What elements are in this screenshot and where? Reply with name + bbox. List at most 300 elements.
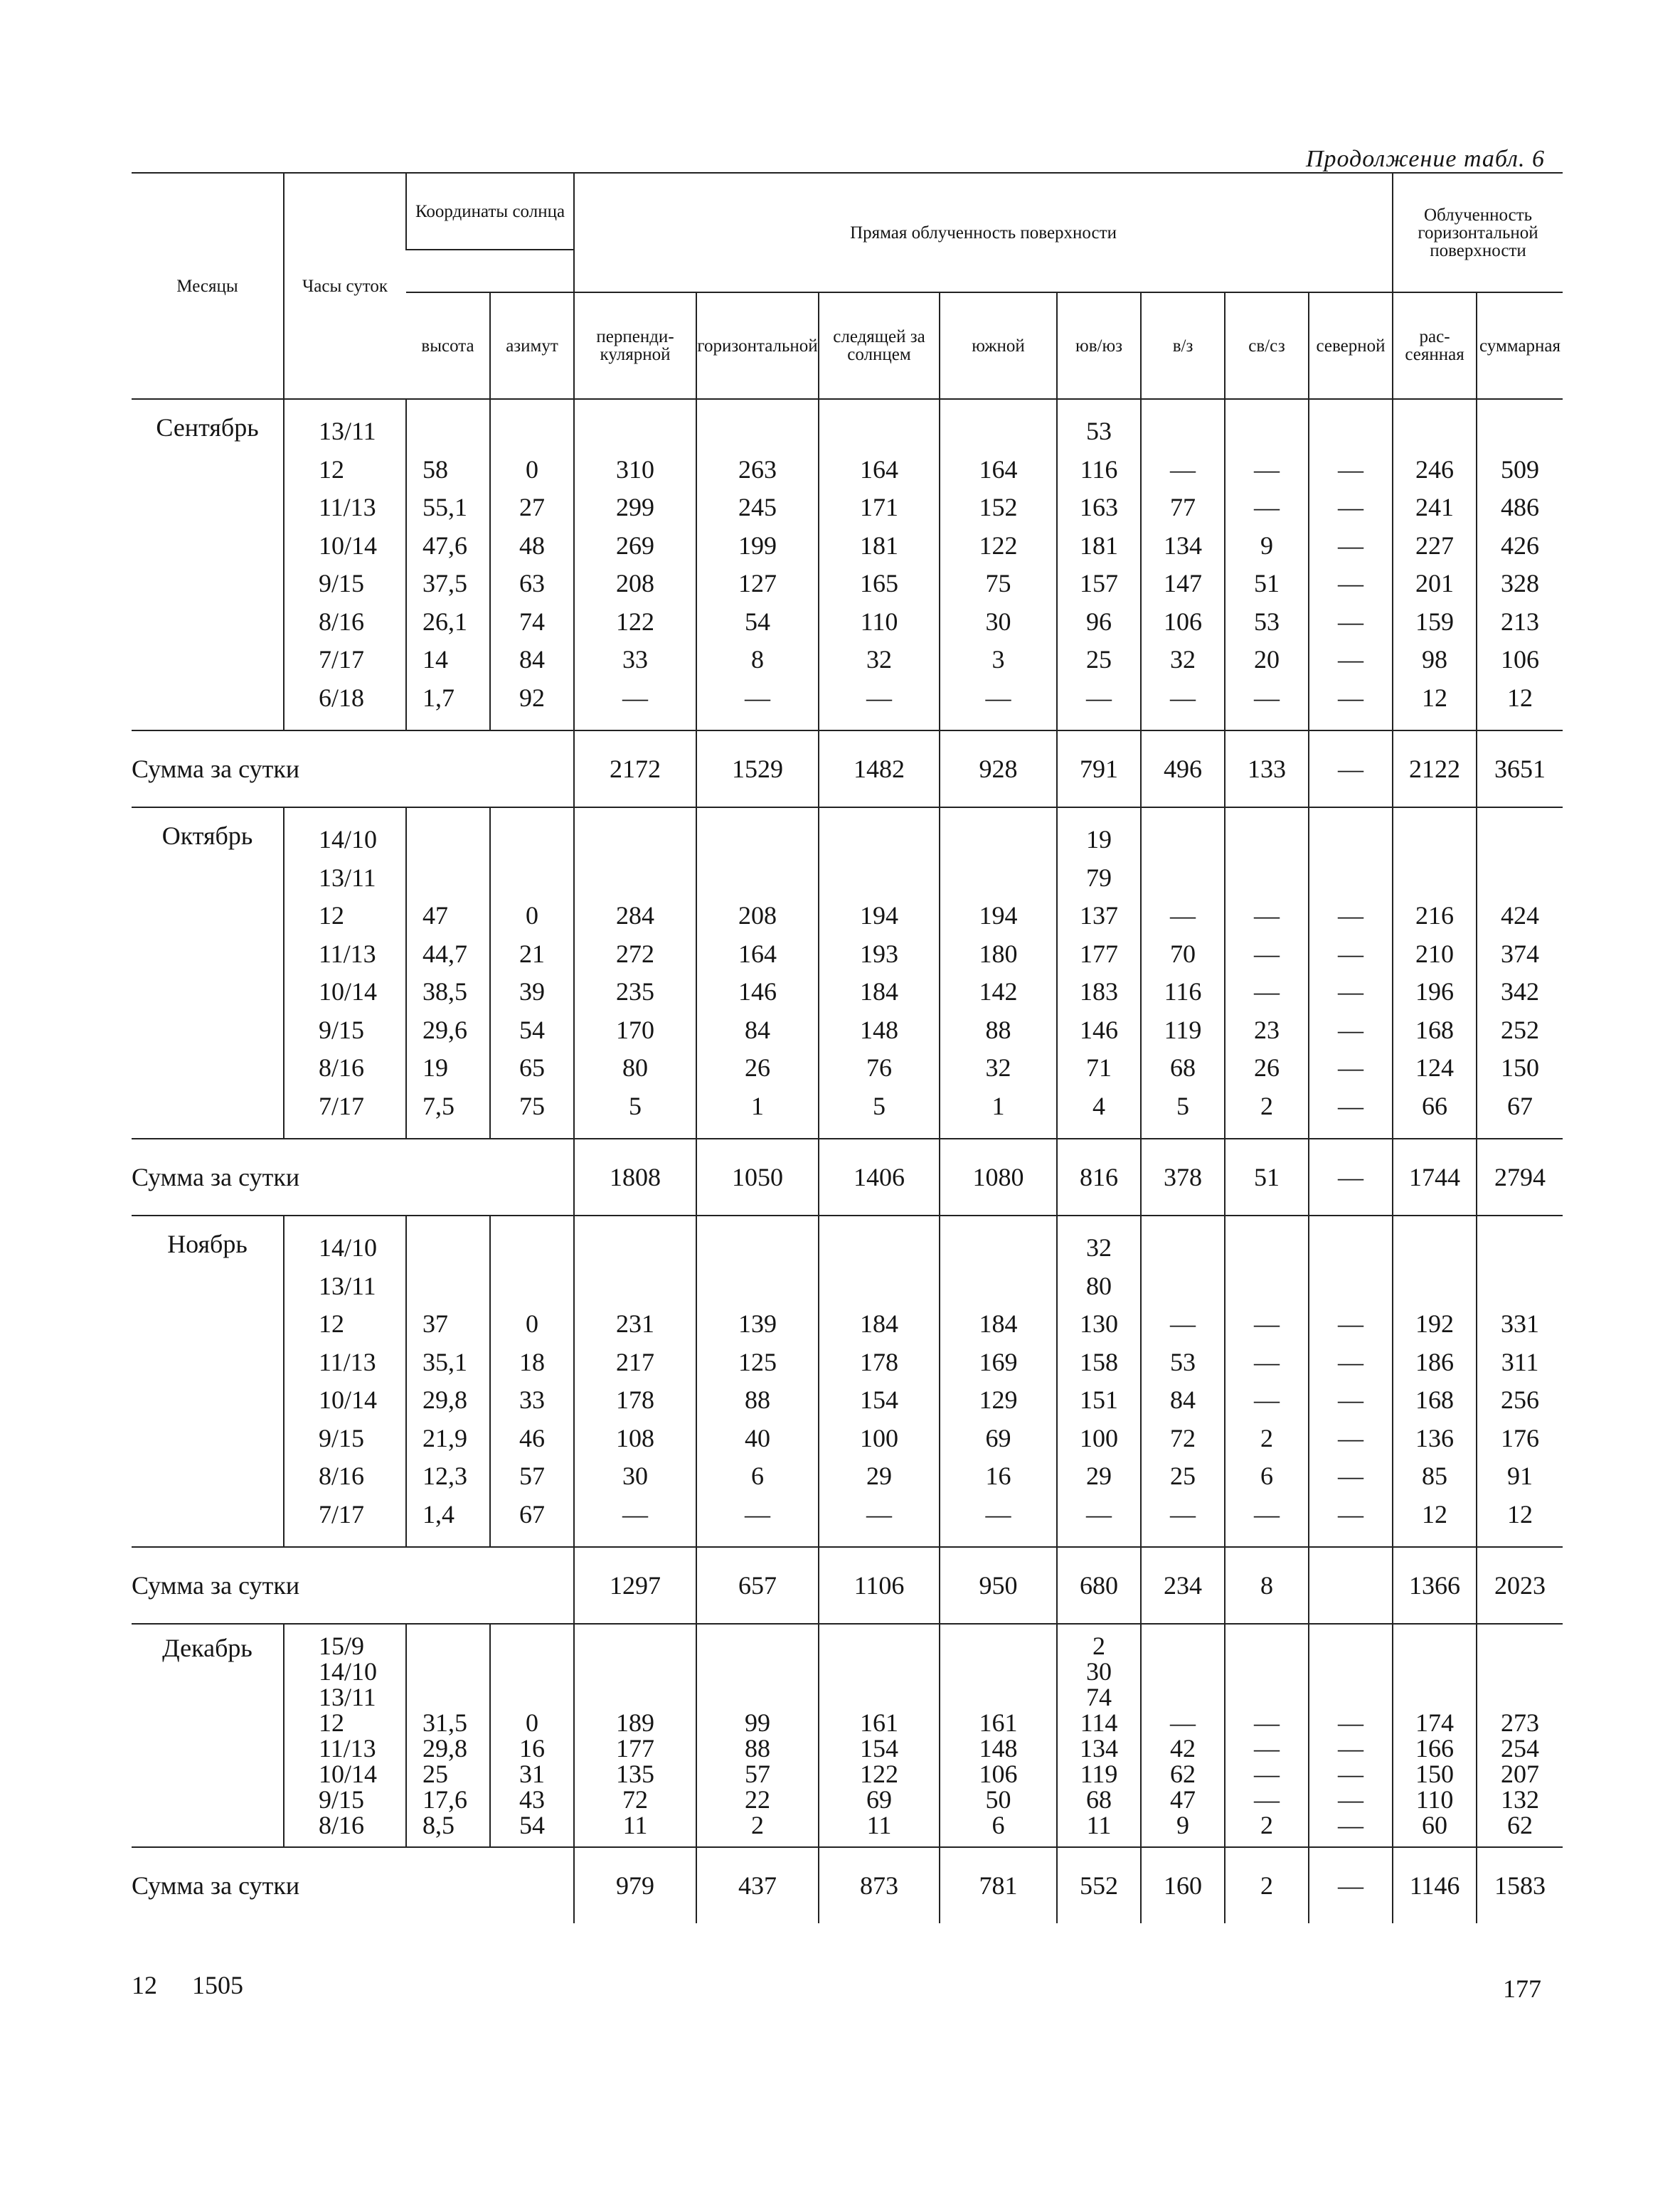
table-cell: 58: [422, 454, 448, 484]
table-cell: [1393, 1267, 1476, 1306]
perp-column: [575, 413, 696, 717]
table-cell: 106: [1164, 607, 1203, 636]
table-cell: 35,1: [422, 1347, 467, 1376]
table-cell: [491, 1267, 573, 1306]
table-cell: —: [1170, 1708, 1196, 1737]
table-cell: 0: [526, 454, 538, 484]
sum-value: 160: [1141, 1847, 1225, 1923]
footer-number-2: 1505: [192, 1971, 243, 1999]
sum-value: 791: [1057, 730, 1141, 807]
table-cell: 44,7: [422, 939, 467, 968]
table-cell: 16: [985, 1462, 1011, 1490]
table-cell: 10/14: [319, 1386, 378, 1414]
table-cell: 20: [1254, 645, 1280, 674]
sum-value: 378: [1141, 1139, 1225, 1216]
table-cell: —: [1338, 977, 1364, 1006]
table-cell: [1226, 413, 1308, 451]
sum-value: 1106: [819, 1547, 940, 1624]
table-cell: 170: [616, 1015, 655, 1044]
sum-value: 133: [1225, 730, 1309, 807]
table-cell: 168: [1415, 1386, 1455, 1414]
track-column: [819, 1229, 939, 1533]
table-cell: [491, 1659, 573, 1684]
table-cell: [1226, 1659, 1308, 1684]
table-cell: 146: [738, 977, 777, 1006]
header-north: северной: [1309, 292, 1393, 399]
table-cell: 16: [519, 1734, 545, 1763]
table-cell: 84: [745, 1015, 771, 1044]
table-cell: —: [1338, 454, 1364, 484]
table-cell: [819, 1633, 939, 1659]
table-cell: [1309, 859, 1392, 898]
table-cell: 12: [319, 454, 344, 484]
table-cell: —: [1338, 607, 1364, 636]
table-cell: 217: [616, 1347, 655, 1376]
table-cell: [1393, 1633, 1476, 1659]
sum-value: [1309, 1547, 1393, 1624]
irradiance-table: [132, 172, 1563, 1923]
diffuse-column: [1393, 1633, 1476, 1838]
hours-column: [285, 413, 405, 717]
table-cell: —: [1254, 1499, 1280, 1529]
table-cell: [697, 1267, 818, 1306]
horiz-column: [697, 1633, 818, 1838]
table-cell: 193: [860, 939, 899, 968]
table-cell: 127: [738, 569, 777, 597]
table-cell: 245: [738, 493, 777, 521]
table-cell: 40: [745, 1423, 771, 1452]
table-cell: [1142, 821, 1224, 859]
table-cell: [1309, 1684, 1392, 1710]
table-cell: —: [1338, 1347, 1364, 1376]
table-cell: 80: [622, 1053, 649, 1082]
sum-value: 1050: [696, 1139, 819, 1216]
table-cell: 25: [1170, 1462, 1196, 1490]
table-cell: —: [866, 683, 893, 712]
table-cell: [697, 413, 818, 451]
table-cell: [1309, 1267, 1392, 1306]
table-cell: 13/11: [319, 1683, 376, 1711]
sum-label: Сумма за сутки: [132, 1847, 574, 1923]
total-column: [1477, 821, 1563, 1125]
south-column: [940, 1229, 1056, 1533]
table-cell: 62: [1507, 1811, 1533, 1839]
table-cell: 54: [519, 1811, 545, 1839]
ew-column: [1142, 1229, 1224, 1533]
header-diffuse: рассеянная: [1393, 292, 1477, 399]
sum-row-november: [132, 1547, 1563, 1624]
table-cell: —: [622, 683, 649, 712]
table-cell: 199: [738, 531, 777, 560]
table-cell: 74: [1086, 1683, 1112, 1711]
table-cell: 57: [519, 1462, 545, 1490]
diffuse-column: [1393, 413, 1476, 717]
table-cell: 13/11: [319, 417, 376, 445]
sum-value: 2172: [574, 730, 696, 807]
track-column: [819, 413, 939, 717]
table-cell: 1,4: [422, 1499, 454, 1529]
perp-column: [575, 821, 696, 1125]
table-cell: 213: [1501, 607, 1540, 636]
table-cell: 30: [985, 607, 1011, 636]
header-track: следящей за солнцем: [819, 292, 940, 399]
table-cell: 79: [1086, 863, 1112, 892]
table-cell: 158: [1080, 1347, 1119, 1376]
table-cell: [575, 1684, 696, 1710]
table-cell: 29,6: [422, 1015, 467, 1044]
table-cell: 134: [1080, 1734, 1119, 1763]
sum-value: 1406: [819, 1139, 940, 1216]
sum-value: 8: [1225, 1547, 1309, 1624]
table-cell: 119: [1080, 1760, 1118, 1788]
table-cell: 14/10: [319, 1233, 378, 1262]
nenw-column: [1226, 413, 1308, 717]
table-cell: [819, 859, 939, 898]
table-cell: 184: [979, 1309, 1018, 1338]
header-azim: азимут: [490, 292, 574, 399]
table-cell: [697, 859, 818, 898]
table-cell: 124: [1415, 1053, 1455, 1082]
table-cell: —: [1254, 1309, 1280, 1338]
table-cell: 8/16: [319, 1053, 365, 1082]
table-cell: 171: [860, 493, 899, 521]
table-cell: [491, 413, 573, 451]
table-cell: 8/16: [319, 607, 365, 636]
table-cell: 12: [1507, 1499, 1533, 1529]
table-cell: 164: [738, 939, 777, 968]
table-cell: 11: [622, 1811, 648, 1839]
table-cell: 91: [1507, 1462, 1533, 1490]
table-cell: —: [1338, 1053, 1364, 1082]
table-cell: 76: [866, 1053, 893, 1082]
table-cell: [407, 1633, 489, 1659]
table-cell: 32: [985, 1053, 1011, 1082]
table-cell: 134: [1164, 531, 1203, 560]
table-cell: 53: [1254, 607, 1280, 636]
table-cell: 0: [526, 1708, 538, 1737]
table-cell: 42: [1170, 1734, 1196, 1763]
table-cell: [1393, 1229, 1476, 1267]
footer-left: [132, 1970, 272, 2000]
header-direct: Прямая облученность поверхности: [574, 173, 1393, 292]
table-cell: 125: [738, 1347, 777, 1376]
table-cell: 157: [1080, 569, 1119, 597]
table-cell: 69: [866, 1785, 893, 1814]
table-cell: 12,3: [422, 1462, 467, 1490]
table-cell: —: [1254, 1347, 1280, 1376]
table-cell: 114: [1080, 1708, 1118, 1737]
table-cell: 216: [1415, 901, 1455, 930]
table-cell: 70: [1170, 939, 1196, 968]
table-cell: 12: [319, 1708, 344, 1737]
table-cell: [940, 1659, 1056, 1684]
table-cell: [1477, 1229, 1563, 1267]
table-cell: 7/17: [319, 1499, 365, 1529]
sum-value: 437: [696, 1847, 819, 1923]
sesw-column: [1058, 1633, 1140, 1838]
sum-value: 950: [940, 1547, 1057, 1624]
hours-column: [285, 1633, 405, 1838]
table-cell: —: [1338, 493, 1364, 521]
table-cell: [407, 1267, 489, 1306]
table-cell: [1393, 821, 1476, 859]
table-cell: [1142, 1684, 1224, 1710]
table-cell: 5: [1176, 1091, 1190, 1120]
table-cell: —: [1338, 645, 1364, 674]
azim-column: [491, 413, 573, 717]
table-cell: [1393, 859, 1476, 898]
table-cell: 62: [1170, 1760, 1196, 1788]
table-cell: [940, 821, 1056, 859]
table-cell: 0: [526, 1309, 538, 1338]
table-cell: 152: [979, 493, 1018, 521]
table-cell: 29,8: [422, 1734, 467, 1763]
table-cell: 29: [1086, 1462, 1112, 1490]
table-cell: [1309, 1659, 1392, 1684]
table-cell: 75: [985, 569, 1011, 597]
table-cell: 37,5: [422, 569, 467, 597]
table-cell: —: [1338, 1760, 1364, 1788]
table-cell: 189: [616, 1708, 655, 1737]
table-cell: 32: [866, 645, 893, 674]
table-cell: 8,5: [422, 1811, 454, 1839]
table-cell: 509: [1501, 454, 1540, 484]
table-cell: 273: [1501, 1708, 1540, 1737]
table-cell: 136: [1415, 1423, 1455, 1452]
sum-row-october: [132, 1139, 1563, 1216]
table-cell: 10/14: [319, 977, 378, 1006]
sum-value: 234: [1141, 1547, 1225, 1624]
table-cell: 2: [1260, 1091, 1274, 1120]
table-cell: 9: [1176, 1811, 1190, 1839]
header-sesw: юв/юз: [1057, 292, 1141, 399]
sum-value: 873: [819, 1847, 940, 1923]
sum-value: 1583: [1477, 1847, 1563, 1923]
table-cell: 110: [860, 607, 898, 636]
south-column: [940, 1633, 1056, 1838]
table-cell: 169: [979, 1347, 1018, 1376]
table-cell: [575, 1229, 696, 1267]
table-cell: 29: [866, 1462, 893, 1490]
table-cell: 146: [1080, 1015, 1119, 1044]
header-horiz: горизонтальной: [696, 292, 819, 399]
table-cell: 30: [1086, 1657, 1112, 1686]
table-cell: [697, 1229, 818, 1267]
sum-label: Сумма за сутки: [132, 730, 574, 807]
table-cell: —: [1254, 939, 1280, 968]
table-cell: 2: [1260, 1423, 1274, 1452]
table-cell: 106: [1501, 645, 1540, 674]
table-cell: 374: [1501, 939, 1540, 968]
table-cell: 254: [1501, 1734, 1540, 1763]
sum-value: 680: [1057, 1547, 1141, 1624]
north-column: [1309, 1229, 1392, 1533]
table-cell: —: [1338, 1423, 1364, 1452]
table-cell: 1: [751, 1091, 765, 1120]
table-cell: [407, 413, 489, 451]
table-cell: 99: [745, 1708, 771, 1737]
table-cell: [1226, 821, 1308, 859]
table-cell: [697, 821, 818, 859]
table-cell: 57: [745, 1760, 771, 1788]
track-column: [819, 821, 939, 1125]
table-cell: —: [1254, 1708, 1280, 1737]
table-cell: 9/15: [319, 1423, 365, 1452]
table-cell: [1226, 1267, 1308, 1306]
table-cell: 88: [745, 1734, 771, 1763]
table-cell: 161: [860, 1708, 899, 1737]
table-cell: 68: [1086, 1785, 1112, 1814]
table-cell: —: [1338, 1091, 1364, 1120]
table-cell: 11: [866, 1811, 892, 1839]
sum-value: 1482: [819, 730, 940, 807]
hours-column: [285, 821, 405, 1125]
month-name: Декабрь: [132, 1624, 284, 1847]
table-cell: —: [1254, 493, 1280, 521]
table-cell: 84: [519, 645, 545, 674]
table-cell: 53: [1086, 417, 1112, 445]
table-cell: 183: [1080, 977, 1119, 1006]
table-cell: 29,8: [422, 1386, 467, 1414]
table-cell: 181: [1080, 531, 1119, 560]
table-cell: —: [1170, 1499, 1196, 1529]
table-cell: —: [1086, 683, 1112, 712]
table-cell: 17,6: [422, 1785, 467, 1814]
sum-value: 2794: [1477, 1139, 1563, 1216]
table-cell: 69: [985, 1423, 1011, 1452]
sum-value: 1146: [1393, 1847, 1477, 1923]
month-name: Сентябрь: [132, 399, 284, 730]
table-cell: 63: [519, 569, 545, 597]
table-cell: 67: [519, 1499, 545, 1529]
table-cell: [697, 1659, 818, 1684]
table-cell: 43: [519, 1785, 545, 1814]
table-cell: —: [1338, 1015, 1364, 1044]
table-cell: [1393, 1684, 1476, 1710]
table-cell: 19: [422, 1053, 448, 1082]
table-cell: —: [1254, 977, 1280, 1006]
table-cell: 32: [1086, 1233, 1112, 1262]
table-cell: 132: [1501, 1785, 1540, 1814]
table-cell: 263: [738, 454, 777, 484]
table-cell: 21: [519, 939, 545, 968]
table-cell: —: [1338, 531, 1364, 560]
table-cell: 201: [1415, 569, 1455, 597]
table-cell: 148: [860, 1015, 899, 1044]
table-cell: [1226, 1229, 1308, 1267]
table-cell: 129: [979, 1386, 1018, 1414]
table-cell: [491, 1229, 573, 1267]
nenw-column: [1226, 1229, 1308, 1533]
table-cell: 26,1: [422, 607, 467, 636]
table-cell: 8/16: [319, 1811, 365, 1839]
table-cell: 98: [1422, 645, 1448, 674]
sum-value: 2: [1225, 1847, 1309, 1923]
table-cell: 135: [616, 1760, 655, 1788]
table-cell: [575, 1659, 696, 1684]
ew-column: [1142, 413, 1224, 717]
table-cell: [940, 413, 1056, 451]
north-column: [1309, 1633, 1392, 1838]
table-cell: 122: [860, 1760, 899, 1788]
table-cell: 18: [519, 1347, 545, 1376]
sum-value: 816: [1057, 1139, 1141, 1216]
table-cell: 10/14: [319, 531, 378, 560]
header-horiz-surface: Облученность горизонтальной поверхности: [1393, 173, 1563, 292]
table-cell: [407, 1229, 489, 1267]
table-cell: 328: [1501, 569, 1540, 597]
table-cell: 33: [519, 1386, 545, 1414]
table-cell: 424: [1501, 901, 1540, 930]
table-cell: [1477, 1684, 1563, 1710]
table-cell: 148: [979, 1734, 1018, 1763]
sum-value: 781: [940, 1847, 1057, 1923]
table-cell: 88: [745, 1386, 771, 1414]
table-cell: —: [985, 683, 1011, 712]
table-cell: 6: [991, 1811, 1005, 1839]
table-cell: 65: [519, 1053, 545, 1082]
nenw-column: [1226, 821, 1308, 1125]
table-cell: 246: [1415, 454, 1455, 484]
header-ew: в/з: [1141, 292, 1225, 399]
table-cell: 5: [873, 1091, 886, 1120]
table-cell: 110: [1415, 1785, 1454, 1814]
table-cell: 299: [616, 493, 655, 521]
table-cell: —: [1338, 1386, 1364, 1414]
sum-value: 1529: [696, 730, 819, 807]
table-cell: 208: [738, 901, 777, 930]
table-cell: 68: [1170, 1053, 1196, 1082]
table-cell: 180: [979, 939, 1018, 968]
table-cell: 310: [616, 454, 655, 484]
table-cell: —: [1338, 1462, 1364, 1490]
table-cell: 48: [519, 531, 545, 560]
table-cell: 71: [1086, 1053, 1112, 1082]
table-cell: [407, 1659, 489, 1684]
table-cell: 161: [979, 1708, 1018, 1737]
table-cell: 74: [519, 607, 545, 636]
table-cell: 10/14: [319, 1760, 378, 1788]
table-cell: 168: [1415, 1015, 1455, 1044]
table-cell: 80: [1086, 1271, 1112, 1300]
table-cell: 38,5: [422, 977, 467, 1006]
table-cell: [407, 1684, 489, 1710]
table-cell: 116: [1080, 454, 1118, 484]
month-name: Октябрь: [132, 807, 284, 1139]
azim-column: [491, 1633, 573, 1838]
table-cell: 50: [985, 1785, 1011, 1814]
table-cell: 159: [1415, 607, 1455, 636]
sum-label: Сумма за сутки: [132, 1547, 574, 1624]
month-block-october: [132, 807, 1563, 1139]
table-cell: 75: [519, 1091, 545, 1120]
table-cell: 178: [616, 1386, 655, 1414]
sum-row-december: [132, 1847, 1563, 1923]
alt-column: [407, 821, 489, 1125]
table-cell: [491, 1633, 573, 1659]
sum-value: 1808: [574, 1139, 696, 1216]
table-cell: 186: [1415, 1347, 1455, 1376]
header-nenw: св/сз: [1225, 292, 1309, 399]
table-cell: 108: [616, 1423, 655, 1452]
table-cell: 139: [738, 1309, 777, 1338]
table-caption: Продолжение табл. 6: [1305, 146, 1545, 172]
table-cell: 11/13: [319, 1347, 376, 1376]
hours-column: [285, 1229, 405, 1533]
table-cell: 272: [616, 939, 655, 968]
perp-column: [575, 1633, 696, 1838]
table-cell: 154: [860, 1386, 899, 1414]
